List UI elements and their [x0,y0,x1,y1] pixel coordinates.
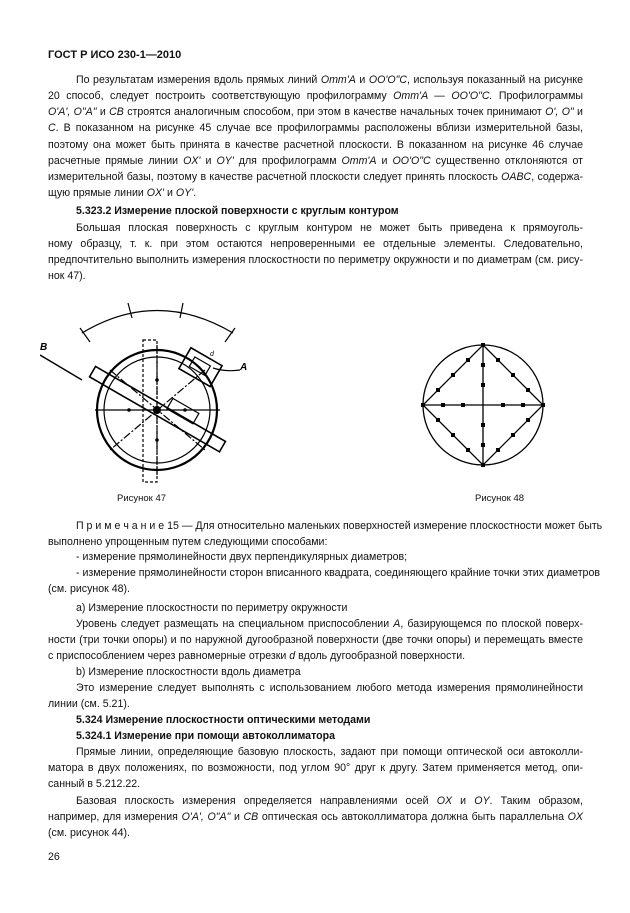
text-line [48,777,583,791]
text-line [48,633,583,647]
text-run: Большая плоская поверхность с круглым контуром не может быть приведена к прямоуголь- [76,222,583,234]
italic-symbol: OO'O"C [392,155,431,167]
text-run: , базирующемся по плоской поверх- [400,618,584,630]
measurement-point [496,448,500,452]
text-run: вдоль дугообразной поверхности. [295,650,466,662]
text-line [48,89,583,103]
figure-47-caption: Рисунок 47 [117,493,167,504]
italic-symbol: OO'O"C [368,74,407,86]
italic-symbol: OY [474,795,490,807]
text-line [48,253,583,267]
italic-symbol: d [289,650,296,662]
text-run: и [573,106,583,118]
measurement-point [481,443,485,447]
measurement-point [481,463,485,467]
measurement-point [526,418,530,422]
text-line [76,745,583,759]
text-run: например, для измерения [48,811,182,823]
text-run: Базовая плоскость измерения определяется направлениями осей [76,795,437,807]
text-line [48,170,583,184]
italic-symbol: O'A', O"A" [48,106,97,118]
italic-symbol: OY' [216,155,234,167]
italic-symbol: A [393,618,401,630]
text-run: П р и м е ч а н и е 15 — Для относительно маленьких поверхностей измерение плоскостности может быть [76,520,603,532]
measurement-point [526,388,530,392]
text-line [48,649,583,663]
italic-symbol: OX' [183,155,201,167]
text-run: и [200,155,217,167]
measurement-point [481,343,485,347]
text-line [76,550,583,564]
text-run: 5.324.1 Измерение при помощи автоколлиматора [76,730,335,742]
text-line [76,519,603,533]
text-run: и [230,811,244,823]
text-line [48,535,583,549]
text-run: Профилограммы [492,90,583,102]
text-run: (см. рисунок 44). [48,827,130,839]
measurement-point [521,403,525,407]
measurement-point [436,418,440,422]
text-run: - измерение прямолинейности сторон вписанного квадрата, соединяющего крайние точки этих диаметров [76,567,600,579]
italic-symbol: OY' [175,187,194,199]
section-heading [76,729,583,743]
text-line [48,105,583,119]
text-line [76,73,583,87]
text-run: a) Измерение плоскостности по периметру окружности [76,602,348,614]
text-run: и [164,187,176,199]
text-run: и [355,74,369,86]
text-line [76,221,583,235]
italic-symbol: O', O" [545,106,574,118]
text-run: существенно отклоняются от [430,155,583,167]
text-run: нок 47). [48,270,86,282]
text-run: поэтому она может быть принята в качестве расчетной плоскости. В показанном на рисунке 46 случае [48,139,583,151]
text-run: 5.323.2 Измерение плоской поверхности с круглым контуром [76,205,399,217]
measurement-point [441,403,445,407]
italic-symbol: OX [567,811,583,823]
measurement-point [461,403,465,407]
measurement-point [421,403,425,407]
text-line [76,681,583,695]
measurement-point [466,358,470,362]
figure-48-drawing [413,335,553,475]
italic-symbol: Omm'A [341,155,377,167]
text-line [76,601,583,615]
text-run: предпочтительно выполнить измерения плоскостности по периметру окружности и по диаметрам (см. рису- [48,254,583,266]
text-run: измерительной базы, поэтому в качестве расчетной плоскости следует принять плоскость [48,171,502,183]
measurement-point [481,423,485,427]
text-line [48,697,583,711]
text-run: , содержа- [531,171,584,183]
measurement-point [511,373,515,377]
text-run: и [376,155,393,167]
text-line [48,582,583,596]
text-run: с приспособлением через равномерные отрезки [48,650,290,662]
text-run: (см. рисунок 48). [48,583,130,595]
text-line [48,121,583,135]
text-run: и [452,795,475,807]
text-run: . Таким образом, [489,795,583,807]
text-run: и [96,106,110,118]
text-run: щую прямые линии [48,187,147,199]
measurement-point [451,373,455,377]
measurement-point [481,363,485,367]
italic-symbol: OABC [501,171,532,183]
measurement-point [436,388,440,392]
text-line [76,794,583,808]
text-line [48,761,583,775]
text-run: санный в 5.212.22. [48,778,141,790]
measurement-point [466,448,470,452]
text-run: - измерение прямолинейности двух перпендикулярных диаметров; [76,551,408,563]
document-header: ГОСТ Р ИСО 230-1—2010 [48,49,182,61]
label-d: d [210,351,214,358]
italic-symbol: C [48,122,56,134]
text-line [48,269,583,283]
text-run: Уровень следует размещать на специальном приспособлении [76,618,394,630]
text-line [48,154,583,168]
text-run: оптическая ось автоколлиматора должна быть параллельна [258,811,568,823]
text-run: ности (три точки опоры) и по наружной дугообразной поверхности (две точки опоры) и перемещать вместе [48,634,583,646]
section-heading [76,713,583,727]
text-run: b) Измерение плоскостности вдоль диаметра [76,666,301,678]
italic-symbol: CB [109,106,124,118]
text-run: . [193,187,197,199]
text-line [48,237,583,251]
measurement-point [511,433,515,437]
measurement-point [496,358,500,362]
measurement-point [541,403,545,407]
text-run: По результатам измерения вдоль прямых линий [76,74,321,86]
text-run: Прямые линии, определяющие базовую плоскость, задают при помощи оптической оси автоколли- [76,746,583,758]
italic-symbol: Omm'A — OO'O"C. [393,90,493,102]
text-line [48,138,583,152]
measurement-point [451,433,455,437]
italic-symbol: O'A', O"A" [181,811,231,823]
text-run: . В показанном на рисунке 45 случае все профилограммы расположены вблизи измерительной базы, [55,122,583,134]
text-run: 5.324 Измерение плоскостности оптическими методами [76,714,371,726]
text-line [48,186,583,200]
italic-symbol: OX [436,795,453,807]
text-line [76,665,583,679]
text-run: для профилограмм [233,155,342,167]
page-number: 26 [48,851,60,863]
text-line [76,566,600,580]
italic-symbol: Omm'A [320,74,356,86]
text-run: ному образцу, т. к. при этом остаются непроверенными ее отдельные элементы. Следовательно, [48,238,583,250]
text-run: строятся аналогичным способом, при этом в качестве начальных точек принимают [123,106,546,118]
text-line [76,617,583,631]
text-run: линии (см. 5.21). [48,698,130,710]
label-b: B [40,342,48,353]
figure-47-drawing [40,300,260,500]
figure-48-caption: Рисунок 48 [475,493,525,504]
label-a: A [240,362,248,373]
text-run: Это измерение следует выполнять с использованием любого метода измерения прямолинейности [76,682,583,694]
italic-symbol: CB [243,811,259,823]
text-line [48,826,583,840]
measurement-point [501,403,505,407]
text-run: выполнено упрощенным путем следующими способами: [48,536,328,548]
measurement-point [481,383,485,387]
text-line [48,810,583,824]
text-run: 20 способ, следует построить соответствующую профилограмму [48,90,394,102]
text-run: расчетные прямые линии [48,155,184,167]
text-run: , используя показанный на рисунке [407,74,583,86]
section-heading [76,204,583,218]
italic-symbol: OX' [146,187,165,199]
text-run: матора в двух положениях, по возможности, под углом 90° друг к другу. Затем применяется метод, опи- [48,762,583,774]
